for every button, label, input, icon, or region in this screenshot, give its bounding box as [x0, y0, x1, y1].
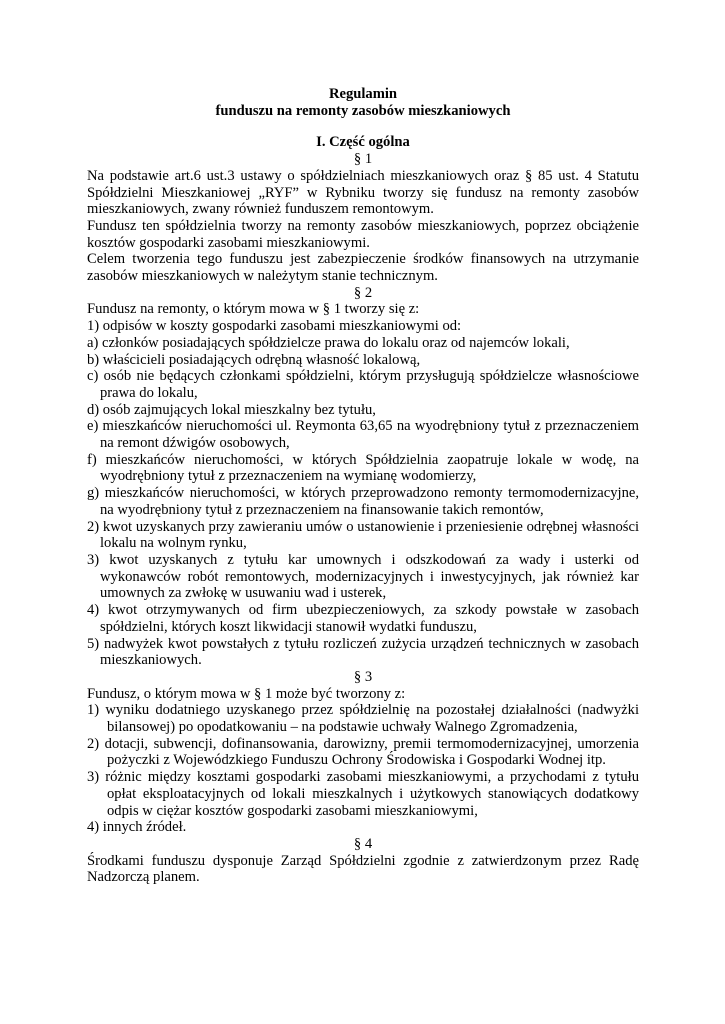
s2-item: 4) kwot otrzymywanych od firm ubezpieczeniowych, za szkody powstałe w zasobach spółdzielni, których koszt likwidacji stanowił wydatki funduszu,	[87, 602, 639, 635]
s2-item: c) osób nie będących członkami spółdzielni, którym przysługują spółdzielcze własnościowe prawa do lokalu,	[87, 368, 639, 401]
s2-item: d) osób zajmujących lokal mieszkalny bez tytułu,	[87, 401, 376, 418]
s1-paragraph-1: Na podstawie art.6 ust.3 ustawy o spółdzielniach mieszkaniowych oraz § 85 ust. 4 Statutu Spółdzielni Mieszkaniowej „RYF” w Rybniku tworzy się fundusz na remonty zasobów mieszkaniowych, zwany również funduszem remontowym.	[87, 167, 639, 218]
s2-item: e) mieszkańców nieruchomości ul. Reymonta 63,65 na wyodrębniony tytuł z przeznaczeniem na remont dźwigów osobowych,	[87, 418, 639, 452]
document-subtitle: funduszu na remonty zasobów mieszkaniowych	[215, 102, 511, 119]
s3-item: 1) wyniku dodatniego uzyskanego przez spółdzielnię na pozostałej działalności (nadwyżki bilansowej) po opodatkowaniu – na podstawie uchwały Walnego Zgromadzenia,	[87, 702, 639, 736]
s2-item: a) członków posiadających spółdzielcze prawa do lokalu oraz od najemców lokali,	[87, 334, 570, 351]
s3-item: 2) dotacji, subwencji, dofinansowania, darowizny, premii termomodernizacyjnej, umorzenia pożyczki z Wojewódzkiego Funduszu Ochrony Środowiska i Gospodarki Wodnej itp.	[87, 735, 639, 769]
s2-item: 1) odpisów w koszty gospodarki zasobami mieszkaniowymi od:	[87, 318, 462, 335]
document-title: Regulamin	[328, 86, 398, 102]
s2-item: f) mieszkańców nieruchomości, w których Spółdzielnia zaopatruje lokale w wodę, na wyodrębniony tytuł z przeznaczeniem na wymianę wodomierzy,	[87, 451, 639, 485]
paragraph-sign-4: § 4	[353, 835, 373, 852]
s3-item: 3) różnic między kosztami gospodarki zasobami mieszkaniowymi, a przychodami z tytułu opłat eksploatacyjnych od lokali mieszkalnych i użytkowych stanowiących dodatkowy odpis w ciężar kosztów gospodarki zasobami mieszkaniowymi,	[87, 769, 639, 819]
s2-item: b) właścicieli posiadających odrębną własność lokalową,	[87, 351, 421, 368]
paragraph-sign-2: § 2	[353, 284, 373, 301]
section-heading: I. Część ogólna	[316, 134, 410, 151]
s2-item: g) mieszkańców nieruchomości, w których przeprowadzono remonty termomodernizacyjne, na wyodrębniony tytuł z przeznaczeniem na finansowanie takich remontów,	[87, 485, 639, 518]
paragraph-sign-1: § 1	[353, 151, 373, 168]
s3-intro: Fundusz, o którym mowa w § 1 może być tworzony z:	[87, 685, 406, 702]
s2-item: 2) kwot uzyskanych przy zawieraniu umów o ustanowienie i przeniesienie odrębnej własności lokalu na wolnym rynku,	[87, 518, 639, 552]
s2-intro: Fundusz na remonty, o którym mowa w § 1 tworzy się z:	[87, 301, 420, 318]
s2-item: 3) kwot uzyskanych z tytułu kar umownych i odszkodowań za wady i usterki od wykonawców robót remontowych, modernizacyjnych i inwestycyjnych, jak również kar umownych za zwłokę w usuwaniu wad i usterek,	[87, 551, 639, 602]
s2-item: 5) nadwyżek kwot powstałych z tytułu rozliczeń zużycia urządzeń technicznych w zasobach mieszkaniowych.	[87, 635, 639, 669]
s1-paragraph-2: Fundusz ten spółdzielnia tworzy na remonty zasobów mieszkaniowych, poprzez obciążenie kosztów gospodarki zasobami mieszkaniowymi.	[87, 217, 639, 251]
paragraph-sign-3: § 3	[353, 668, 373, 685]
s1-paragraph-3: Celem tworzenia tego funduszu jest zabezpieczenie środków finansowych na utrzymanie zasobów mieszkaniowych w należytym stanie technicznym.	[87, 251, 639, 285]
s4-paragraph-1: Środkami funduszu dysponuje Zarząd Spółdzielni zgodnie z zatwierdzonym przez Radę Nadzorczą planem.	[87, 852, 639, 886]
s3-item: 4) innych źródeł.	[87, 819, 187, 836]
document-page	[87, 86, 639, 886]
